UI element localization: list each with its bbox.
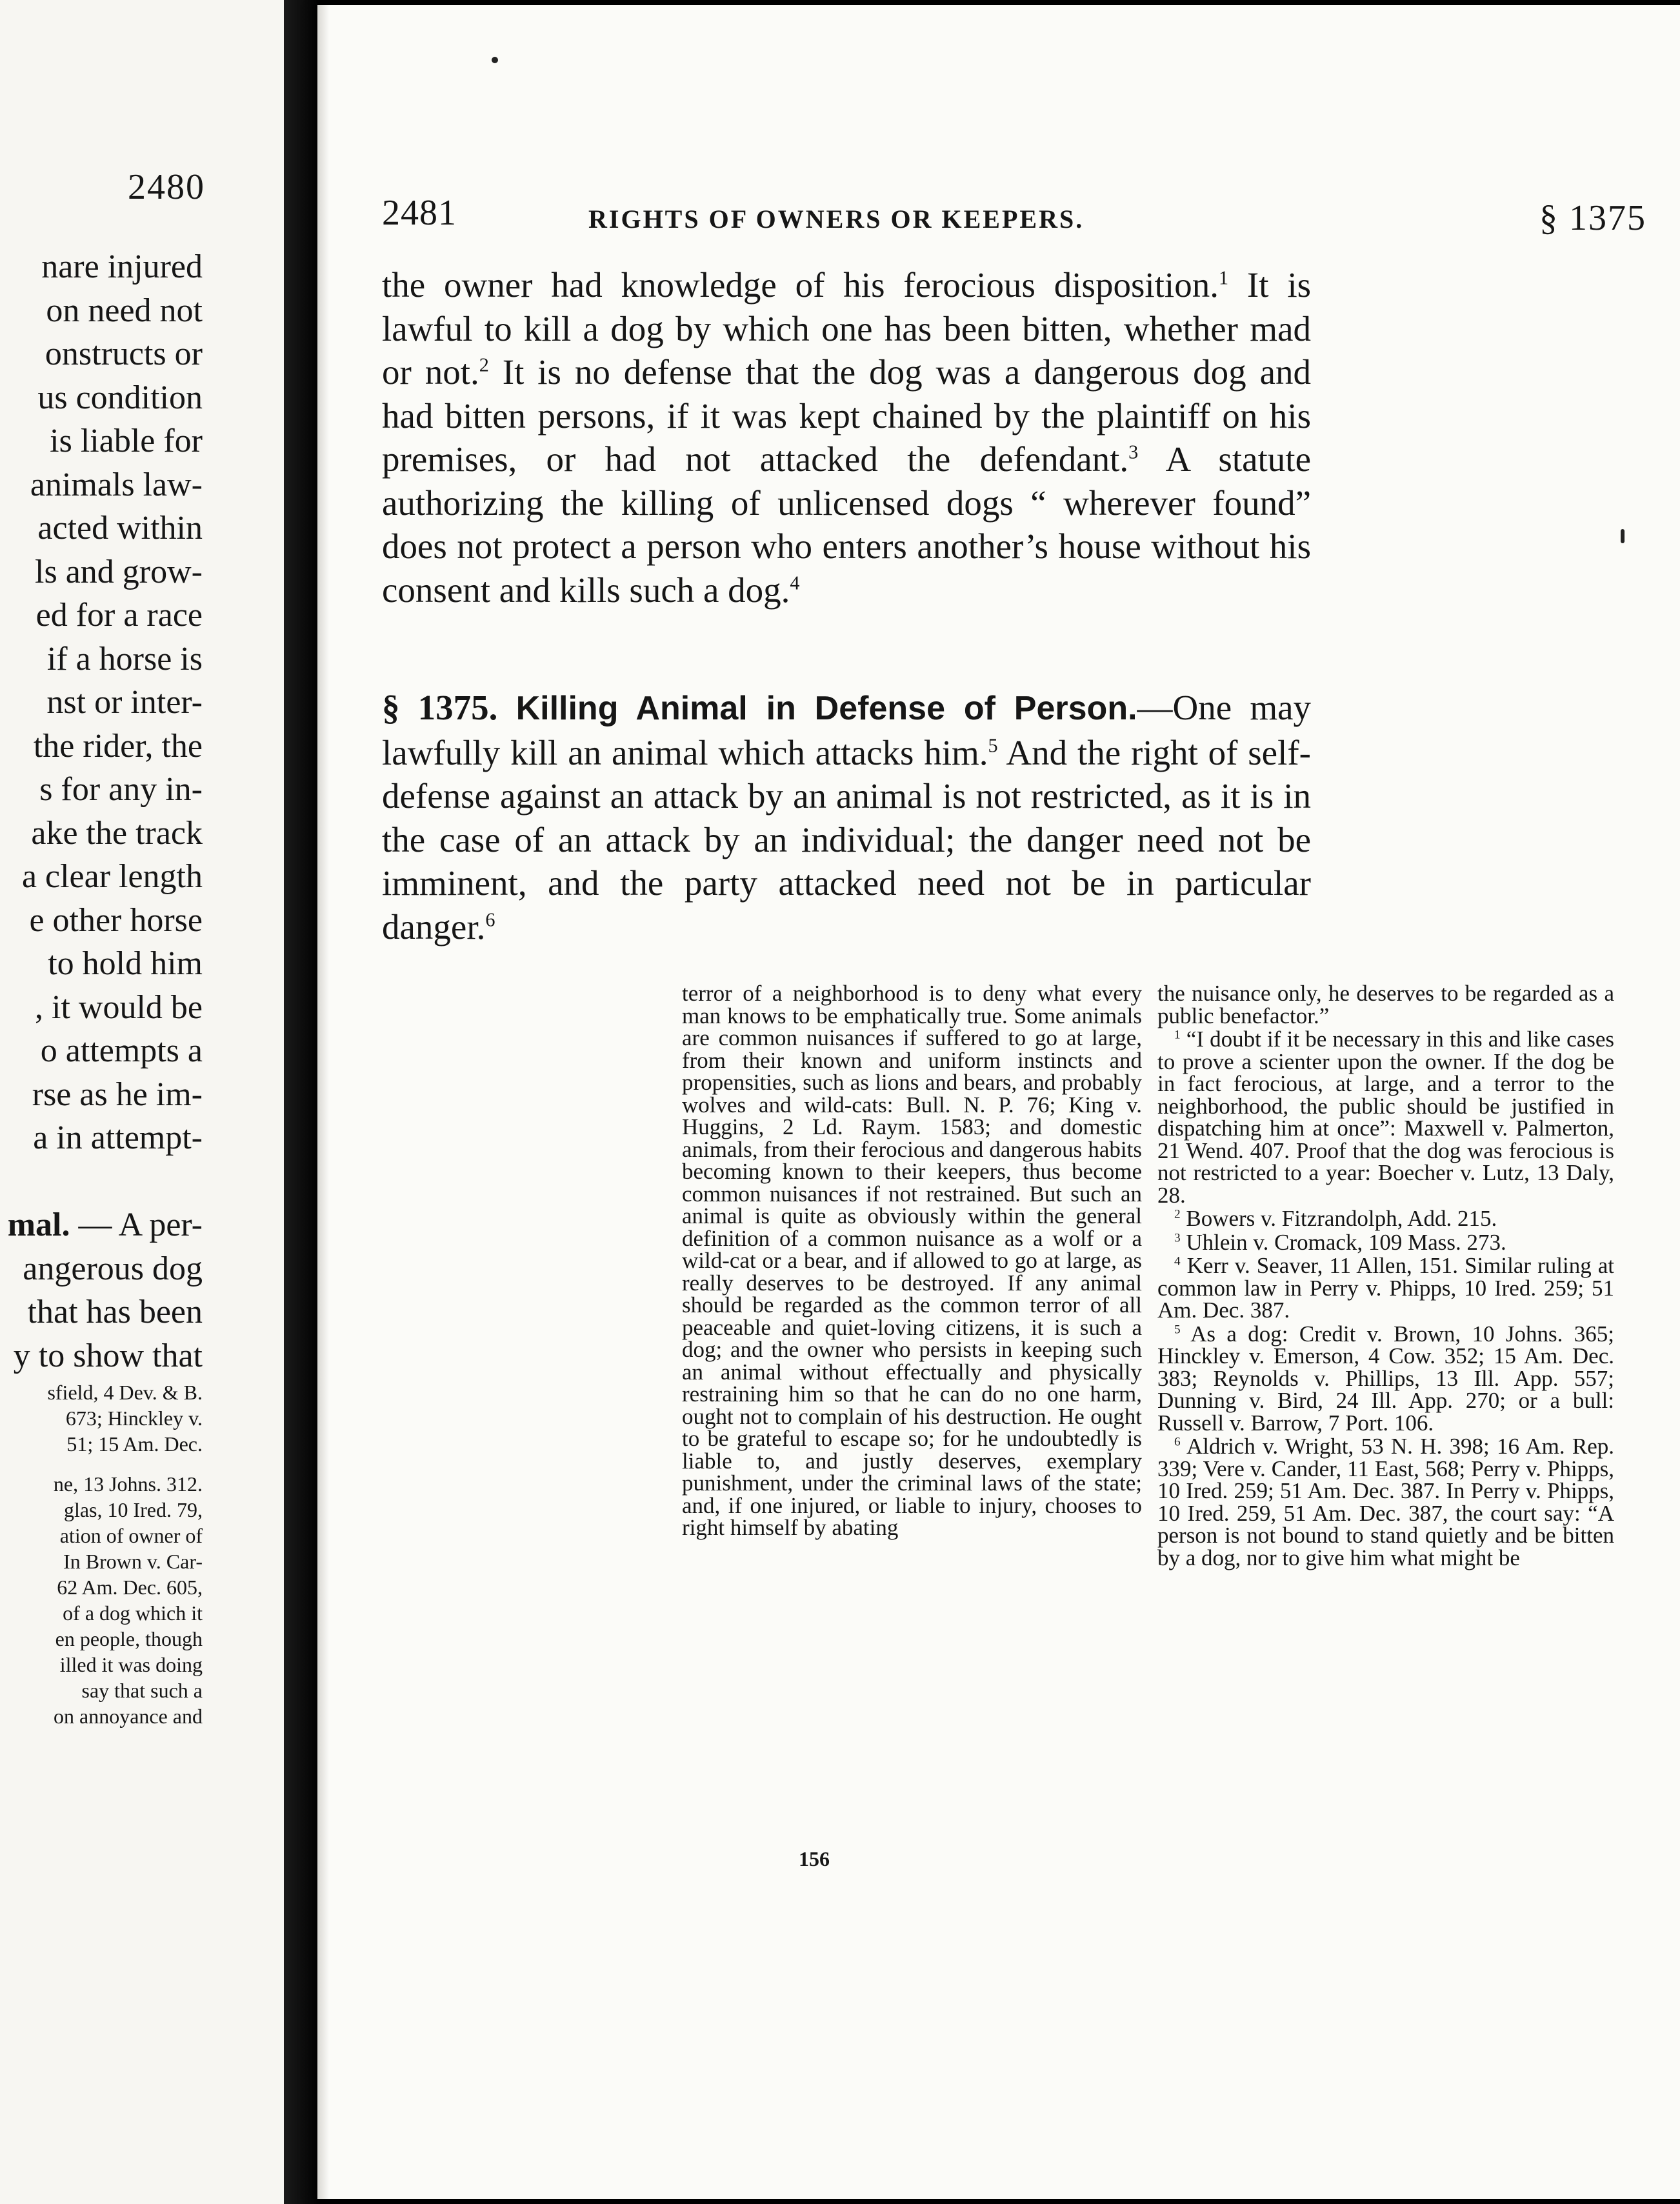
footnote-text: Kerr v. Seaver, 11 Allen, 151. Similar ruling at common law in Perry v. Phipps, 10 Ired. 259; 51 Am. Dec. 387. [1157, 1253, 1614, 1323]
left-page-line: on need not [46, 292, 203, 329]
footnote [1157, 1255, 1614, 1322]
left-footnote-line: say that such a [81, 1679, 203, 1702]
left-page-line: ake the track [31, 814, 203, 852]
ink-speck [492, 57, 498, 63]
footnote [1157, 1208, 1614, 1230]
left-page-line: ls and grow- [35, 553, 203, 590]
left-page-folio: 2480 [128, 167, 205, 207]
left-page-line: ed for a race [35, 597, 203, 634]
footnotes-column-right [1157, 983, 1614, 1569]
body-text-segment: A statute authorizing the killing of unlicensed dogs “ wherever found” does not protect a person who enters another’s house without his consent and kills such a dog. [382, 439, 1311, 610]
footnote-text: As a dog: Credit v. Brown, 10 Johns. 365; Hinckley v. Emerson, 4 Cow. 352; 15 Am. Dec. 383; Reynolds v. Phillips, 13 Ill. App. 557; Dunning v. Bird, 24 Ill. App. 270; or a bull: Russell v. Barrow, 7 Port. 106. [1157, 1321, 1614, 1436]
section-dash: — [1137, 688, 1173, 727]
page-folio: 2481 [382, 193, 457, 233]
footnote-number: 2 [1174, 1207, 1181, 1221]
left-page-line: us condition [37, 379, 203, 416]
footnote-ref-2: 2 [479, 354, 489, 376]
left-page-line: , it would be [35, 988, 203, 1026]
left-page-line: nare injured [41, 248, 203, 285]
signature-mark: 156 [799, 1847, 830, 1870]
left-footnote-line: en people, though [55, 1627, 203, 1650]
left-footnote-line: 51; 15 Am. Dec. [66, 1432, 203, 1456]
footnote [1157, 1229, 1614, 1255]
footnote-ref-5: 5 [988, 734, 998, 757]
footnote-number: 3 [1174, 1230, 1181, 1245]
section-text-a: One may lawfully kill an animal which attacks him. [382, 688, 1312, 772]
left-footnote-line: ation of owner of [59, 1524, 203, 1547]
body-text-segment: It is no defense that the dog was a dangerous dog and had bitten persons, if it was kept chained by the plaintiff on his premises, or had not attacked the defendant. [382, 352, 1311, 479]
left-page-line: that has been [27, 1294, 203, 1330]
left-footnote-line: on annoyance and [53, 1705, 203, 1728]
left-page-line: a in attempt- [33, 1119, 203, 1156]
section-1375 [382, 686, 1311, 948]
left-page-line: if a horse is [46, 640, 203, 677]
footnote-continuation [1157, 983, 1614, 1027]
footnote-text: the nuisance only, he deserves to be regarded as a public benefactor.” [1157, 981, 1614, 1028]
footnotes-column-left [682, 983, 1142, 1539]
left-footnote-line: 673; Hinckley v. [65, 1407, 203, 1430]
left-page-line: nst or inter- [46, 684, 203, 721]
left-page-line: e other horse [29, 901, 203, 939]
footnote [1157, 1028, 1614, 1207]
left-page-footnotes [0, 1379, 203, 1729]
left-page-line: angerous dog [23, 1250, 203, 1287]
left-page-line: acted within [37, 510, 203, 546]
body-paragraph [382, 263, 1311, 612]
footnote-ref-4: 4 [790, 572, 800, 594]
left-page-line [0, 1160, 203, 1204]
footnote-text: Uhlein v. Cromack, 109 Mass. 273. [1180, 1229, 1506, 1255]
left-page-line [0, 1203, 203, 1247]
footnote-number: 6 [1174, 1435, 1181, 1449]
ink-speck [1621, 529, 1625, 543]
left-page-line: onstructs or [45, 336, 203, 372]
left-footnote-line: of a dog which it [63, 1601, 203, 1625]
footnote-text: “I doubt if it be necessary in this and like cases to prove a scienter upon the owner. If the dog be in fact ferocious, at large, and a terror to the neighborhood, the public should be justified in dispatching him at once”: Maxwell v. Palmerton, 21 Wend. 407. Proof that the dog was ferocious is not restricted to a year: Boecher v. Lutz, 13 Daly, 28. [1157, 1027, 1614, 1208]
section-heading: Killing Animal in Defense of Person. [515, 690, 1137, 727]
left-footnote-line: ne, 13 Johns. 312. [53, 1472, 203, 1496]
footnote-number: 5 [1174, 1322, 1181, 1336]
footnote [1157, 1436, 1614, 1569]
left-footnote-line: In Brown v. Car- [63, 1550, 203, 1573]
body-text-segment: It is lawful to kill a dog by which one has been bitten, whether mad or not. [382, 265, 1312, 392]
footnote-gap [0, 1457, 203, 1471]
left-section-heading: mal. [7, 1207, 70, 1243]
section-text-b: And the right of self-defense against an attack by an animal is not restricted, as it is in the case of an attack by an individual; the danger need not be imminent, and the party attacked need not be in particular danger. [382, 732, 1311, 947]
body-text-segment: the owner had knowledge of his ferocious disposition. [382, 265, 1219, 305]
running-head [382, 192, 1646, 237]
footnote-ref-3: 3 [1128, 441, 1139, 463]
left-page-line: rse as he im- [32, 1076, 203, 1113]
footnote-number: 4 [1174, 1254, 1181, 1268]
left-footnote-line: glas, 10 Ired. 79, [63, 1498, 203, 1521]
footnote-ref-6: 6 [485, 908, 495, 931]
left-page-line: to hold him [48, 945, 203, 982]
footnote-number: 1 [1174, 1028, 1181, 1042]
left-page-line: a clear length [21, 858, 203, 895]
left-page-line: animals law- [30, 466, 203, 503]
left-page-line: the rider, the [33, 727, 203, 765]
footnote-ref-1: 1 [1218, 266, 1229, 289]
left-page-line: y to show that [13, 1337, 203, 1374]
left-footnote-line: illed it was doing [59, 1653, 203, 1676]
left-page-text [0, 245, 203, 1378]
footnote [1157, 1323, 1614, 1435]
running-title: RIGHTS OF OWNERS OR KEEPERS. [588, 205, 1085, 234]
left-page [0, 0, 284, 2204]
left-page-line: is liable for [50, 423, 203, 459]
left-footnote-line: sfield, 4 Dev. & B. [47, 1381, 203, 1404]
left-section-text: — A per- [70, 1207, 203, 1243]
right-page [317, 5, 1680, 2199]
footnote-text: Aldrich v. Wright, 53 N. H. 398; 16 Am. Rep. 339; Vere v. Cander, 11 East, 568; Perry v. Phipps, 10 Ired. 259; 51 Am. Dec. 387. In Perry v. Phipps, 10 Ired. 259, 51 Am. Dec. 387, the court say: “A person is not bound to stand quietly and be bitten by a dog, nor to give him what might be [1157, 1434, 1614, 1570]
section-mark: § 1375 [1539, 198, 1646, 238]
footnote-text: Bowers v. Fitzrandolph, Add. 215. [1180, 1206, 1497, 1231]
left-page-line: o attempts a [40, 1032, 203, 1069]
section-number: § 1375. [382, 688, 498, 727]
left-page-line: s for any in- [39, 771, 203, 808]
left-footnote-line: 62 Am. Dec. 605, [57, 1576, 203, 1599]
footnote-continuation: terror of a neighborhood is to deny what every man knows to be emphatically true. Some animals are common nuisances if suffered to go at large, from their known and uniform instincts and propensities, such as lions and bears, and probably wolves and wild-cats: Bull. N. P. 76; King v. Huggins, 2 Ld. Raym. 1583; and domestic animals, from their ferocious and dangerous habits becoming known to their keepers, thus become common nuisances if not restrained. But such an animal is quite as obviously within the general definition of a common nuisance as a wolf or a wild-cat or a bear, and if allowed to go at large, as really deserves to be destroyed. If any animal should be regarded as the common terror of all peaceable and quiet-loving citizens, it is such a dog; and the owner who persists in keeping such an animal without effectually and physically restraining him so that he can do no one harm, ought not to complain of his destruction. He ought to be grateful to escape so; for he undoubtedly is liable to, and justly deserves, exemplary punishment, under the criminal laws of the state; and, if one injured, or liable to injury, chooses to right himself by abating [682, 981, 1142, 1540]
book-gutter [284, 0, 323, 2204]
